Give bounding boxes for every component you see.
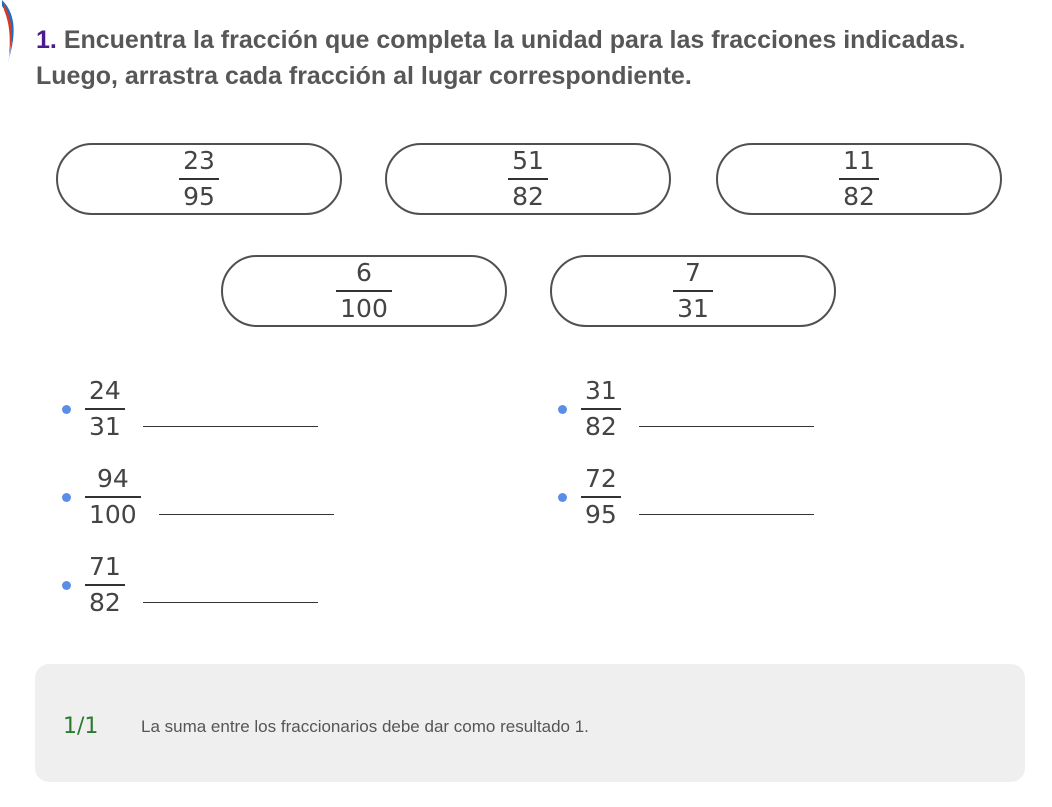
denominator: 82 xyxy=(843,182,875,211)
fraction-bar xyxy=(508,178,548,180)
target-row xyxy=(558,464,814,530)
fraction xyxy=(839,146,879,212)
fraction xyxy=(508,146,548,212)
target-row xyxy=(558,376,814,442)
fraction-bar xyxy=(85,408,125,410)
target-fraction xyxy=(85,464,141,530)
target-fraction xyxy=(85,376,125,442)
denominator: 95 xyxy=(585,500,617,529)
fraction-bar xyxy=(673,290,713,292)
numerator: 6 xyxy=(356,258,372,287)
denominator: 82 xyxy=(89,588,121,617)
fraction-bar xyxy=(85,584,125,586)
target-fraction xyxy=(581,376,621,442)
score-label: 1/1 xyxy=(63,714,99,739)
numerator: 31 xyxy=(585,376,617,405)
target-fraction xyxy=(581,464,621,530)
fraction-bar xyxy=(85,496,141,498)
numerator: 71 xyxy=(89,552,121,581)
brand-swoosh-icon xyxy=(0,0,24,70)
fraction xyxy=(179,146,219,212)
denominator: 95 xyxy=(183,182,215,211)
fraction xyxy=(336,258,392,324)
numerator: 23 xyxy=(183,146,215,175)
fraction-bar xyxy=(581,408,621,410)
fraction-bar xyxy=(179,178,219,180)
bullet-icon xyxy=(62,493,71,502)
fraction-bar xyxy=(839,178,879,180)
target-row xyxy=(62,464,334,530)
drop-zone[interactable] xyxy=(159,513,334,515)
hint-text: La suma entre los fraccionarios debe dar como resultado 1. xyxy=(141,717,589,736)
drop-zone[interactable] xyxy=(143,425,318,427)
feedback-panel xyxy=(35,664,1025,782)
fraction-bar xyxy=(581,496,621,498)
draggable-fraction-option[interactable] xyxy=(716,143,1002,215)
fraction-bar xyxy=(336,290,392,292)
target-row xyxy=(62,552,318,618)
numerator: 7 xyxy=(685,258,701,287)
denominator: 31 xyxy=(89,412,121,441)
instruction-text: Encuentra la fracción que completa la unidad para las fracciones indicadas. Luego, arrastra cada fracción al lugar correspondiente. xyxy=(36,26,966,90)
numerator: 72 xyxy=(585,464,617,493)
draggable-fraction-option[interactable] xyxy=(385,143,671,215)
bullet-icon xyxy=(62,581,71,590)
drop-zone[interactable] xyxy=(639,425,814,427)
denominator: 100 xyxy=(89,500,137,529)
bullet-icon xyxy=(558,405,567,414)
target-row xyxy=(62,376,318,442)
draggable-fraction-option[interactable] xyxy=(550,255,836,327)
numerator: 24 xyxy=(89,376,121,405)
numerator: 51 xyxy=(512,146,544,175)
numerator: 11 xyxy=(843,146,875,175)
target-fraction xyxy=(85,552,125,618)
denominator: 31 xyxy=(677,294,709,323)
bullet-icon xyxy=(62,405,71,414)
exercise-number: 1. xyxy=(36,26,57,54)
bullet-icon xyxy=(558,493,567,502)
numerator: 94 xyxy=(96,464,129,493)
denominator: 100 xyxy=(340,294,388,323)
drop-zone[interactable] xyxy=(143,601,318,603)
drop-zone[interactable] xyxy=(639,513,814,515)
draggable-fraction-option[interactable] xyxy=(221,255,507,327)
denominator: 82 xyxy=(585,412,617,441)
fraction xyxy=(673,258,713,324)
exercise-instruction xyxy=(36,22,1036,94)
denominator: 82 xyxy=(512,182,544,211)
draggable-fraction-option[interactable] xyxy=(56,143,342,215)
